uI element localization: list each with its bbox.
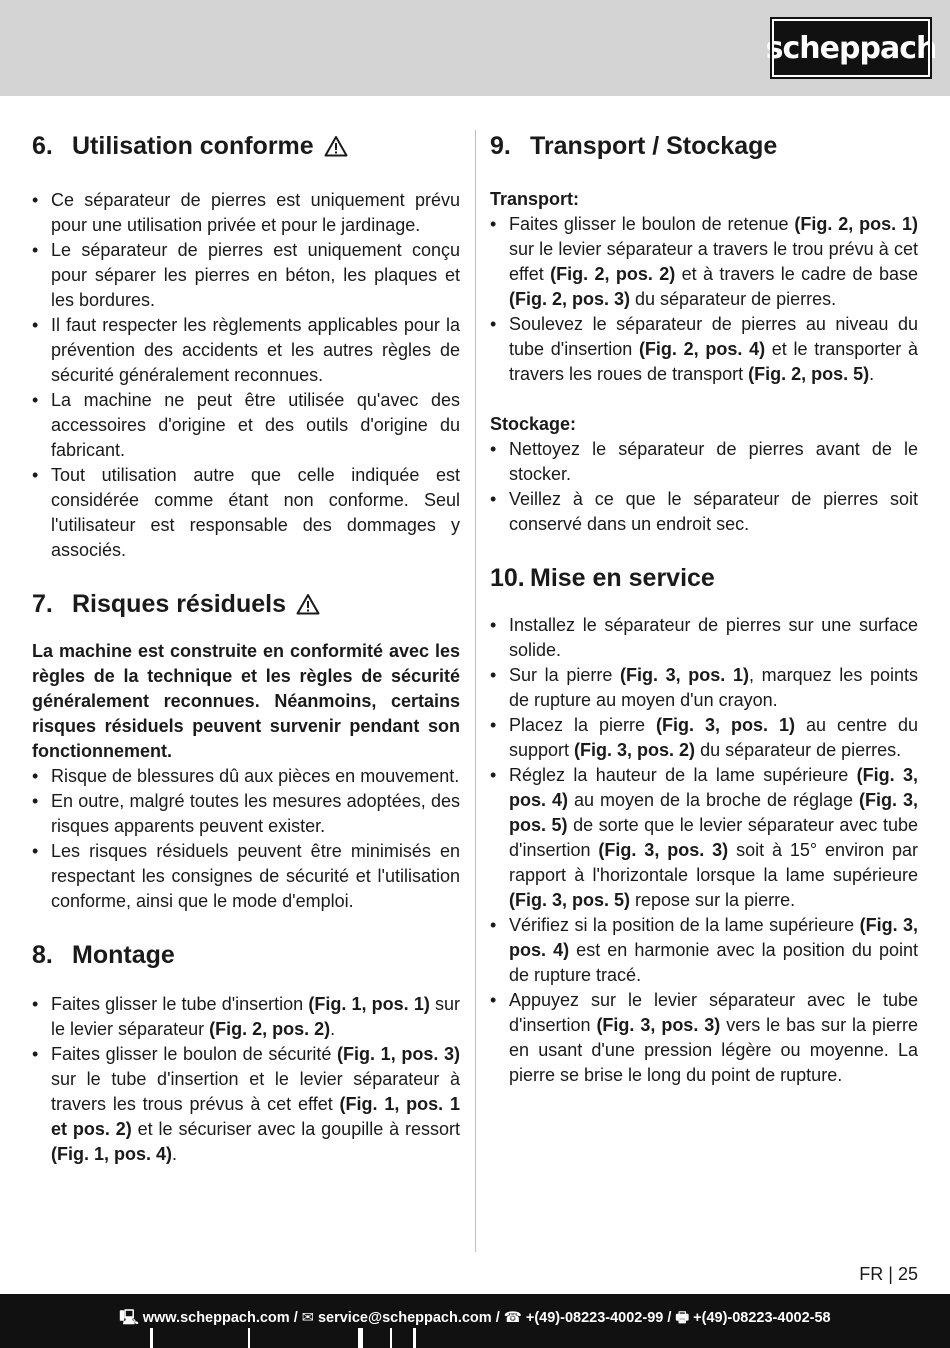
list-item: • Risque de blessures dû aux pièces en mouvement. bbox=[32, 766, 460, 786]
list-item: • Tout utilisation autre que celle indiquée est considérée comme étant non conforme. Seul l'utilisateur est responsable des dommages y associés. bbox=[32, 465, 460, 560]
page-number: FR | 25 bbox=[859, 1264, 918, 1284]
residual-risk-intro: La machine est construite en conformité avec les règles de la technique et les règles de sécurité généralement reconnues. Néanmoins, certains risques résiduels peuvent survenir pendant son fonctionnement. bbox=[32, 641, 460, 761]
list-item: • Faites glisser le boulon de sécurité (Fig. 1, pos. 3) sur le tube d'insertion et le levier séparateur à travers les trous prévus à cet effet (Fig. 1, pos. 1 et pos. 2) et le sécuriser avec la goupille à ressort (Fig. 1, pos. 4). bbox=[32, 1044, 461, 1164]
header-bar bbox=[0, 0, 950, 96]
section-title: Utilisation conforme bbox=[72, 132, 314, 160]
section-8-heading bbox=[32, 937, 460, 973]
list-item: • Faites glisser le tube d'insertion (Fig. 1, pos. 1) sur le levier séparateur (Fig. 2, pos. 2). bbox=[32, 994, 460, 1039]
list-item: • Réglez la hauteur de la lame supérieure (Fig. 3, pos. 4) au moyen de la broche de réglage (Fig. 3, pos. 5) de sorte que le levier séparateur avec tube d'insertion (Fig. 3, pos. 3) soit à 15° environ par rapport à l'horizontale lorsque la lame supérieure (Fig. 3, pos. 5) repose sur la pierre. bbox=[490, 765, 919, 910]
warning-icon bbox=[324, 135, 348, 157]
phone-icon: ☎ bbox=[503, 1310, 522, 1326]
website-link[interactable]: www.scheppach.com bbox=[142, 1310, 290, 1326]
storage-label: Stockage: bbox=[490, 414, 577, 434]
warning-icon bbox=[296, 593, 320, 615]
right-column bbox=[490, 128, 918, 1088]
section-number: 7. bbox=[32, 590, 53, 618]
left-column bbox=[32, 128, 460, 1167]
list-item: • Appuyez sur le levier séparateur avec le tube d'insertion (Fig. 3, pos. 3) vers le bas sur la pierre en usant d'une pression légère ou moyenne. La pierre se brise le long du point de rupture. bbox=[490, 990, 919, 1085]
transport-list bbox=[490, 212, 918, 387]
storage-list bbox=[490, 437, 918, 537]
section-7-heading bbox=[32, 586, 460, 622]
section-9-heading bbox=[490, 128, 918, 164]
list-item: • En outre, malgré toutes les mesures adoptées, des risques apparents peuvent exister. bbox=[32, 791, 460, 836]
footer-contact: 🖳 www.scheppach.com / ✉ service@scheppach.com / ☎ +(49)-08223-4002-99 / 🖶 +(49)-08223-4002-58 bbox=[119, 1310, 831, 1326]
section-title: Transport / Stockage bbox=[530, 132, 778, 160]
list-item: • Il faut respecter les règlements applicables pour la prévention des accidents et les autres règles de sécurité généralement reconnues. bbox=[32, 315, 460, 385]
section-6-heading bbox=[32, 128, 460, 164]
section-10-heading bbox=[490, 560, 918, 596]
list-item: • Le séparateur de pierres est uniquement conçu pour séparer les pierres en béton, les plaques et les bordures. bbox=[32, 240, 460, 310]
mail-icon: ✉ bbox=[301, 1310, 314, 1326]
section-number: 6. bbox=[32, 132, 53, 160]
section-7 bbox=[32, 586, 460, 914]
list-item: • La machine ne peut être utilisée qu'avec des accessoires d'origine et des outils d'origine du fabricant. bbox=[32, 390, 460, 460]
brand-logo: scheppach bbox=[772, 19, 930, 77]
section-9 bbox=[490, 128, 918, 537]
list-item: • Soulevez le séparateur de pierres au niveau du tube d'insertion (Fig. 2, pos. 4) et le transporter à travers les roues de transport (Fig. 2, pos. 5). bbox=[490, 314, 918, 384]
risk-list bbox=[32, 764, 460, 914]
footer-bar bbox=[0, 1294, 950, 1348]
list-item: • Nettoyez le séparateur de pierres avant de le stocker. bbox=[490, 439, 918, 484]
section-number: 9. bbox=[490, 132, 511, 160]
list-item: • Sur la pierre (Fig. 3, pos. 1), marquez les points de rupture au moyen d'un crayon. bbox=[490, 665, 918, 710]
section-6 bbox=[32, 128, 460, 563]
email-link[interactable]: service@scheppach.com bbox=[317, 1310, 492, 1326]
usage-list bbox=[32, 188, 460, 563]
fax-number: +(49)-08223-4002-58 bbox=[693, 1310, 831, 1326]
section-10 bbox=[490, 560, 918, 1088]
commissioning-list bbox=[490, 613, 918, 1088]
assembly-list bbox=[32, 992, 460, 1167]
section-title: Risques résiduels bbox=[72, 590, 286, 618]
fax-icon: 🖶 bbox=[675, 1310, 690, 1326]
section-number: 10. bbox=[490, 564, 525, 592]
list-item: • Placez la pierre (Fig. 3, pos. 1) au centre du support (Fig. 3, pos. 2) du séparateur de pierres. bbox=[490, 715, 919, 760]
transport-label: Transport: bbox=[490, 189, 580, 209]
phone-number: +(49)-08223-4002-99 bbox=[525, 1310, 664, 1326]
list-item: • Installez le séparateur de pierres sur une surface solide. bbox=[490, 615, 918, 660]
list-item: • Les risques résiduels peuvent être minimisés en respectant les consignes de sécurité et l'utilisation conforme, ainsi que le mode d'emploi. bbox=[32, 841, 460, 911]
section-title: Montage bbox=[72, 941, 175, 969]
column-divider bbox=[475, 130, 476, 1252]
section-number: 8. bbox=[32, 941, 53, 969]
footer-decoration bbox=[150, 1328, 430, 1348]
list-item: • Faites glisser le boulon de retenue (Fig. 2, pos. 1) sur le levier séparateur a travers le trou prévu à cet effet (Fig. 2, pos. 2) et à travers le cadre de base (Fig. 2, pos. 3) du séparateur de pierres. bbox=[490, 214, 919, 309]
computer-icon: 🖳 bbox=[119, 1310, 139, 1326]
section-title: Mise en service bbox=[530, 564, 715, 592]
list-item: • Veillez à ce que le séparateur de pierres soit conservé dans un endroit sec. bbox=[490, 489, 918, 534]
section-8 bbox=[32, 937, 460, 1167]
list-item: • Vérifiez si la position de la lame supérieure (Fig. 3, pos. 4) est en harmonie avec la position du point de rupture tracé. bbox=[490, 915, 919, 985]
list-item: • Ce séparateur de pierres est uniquement prévu pour une utilisation privée et pour le jardinage. bbox=[32, 190, 460, 235]
